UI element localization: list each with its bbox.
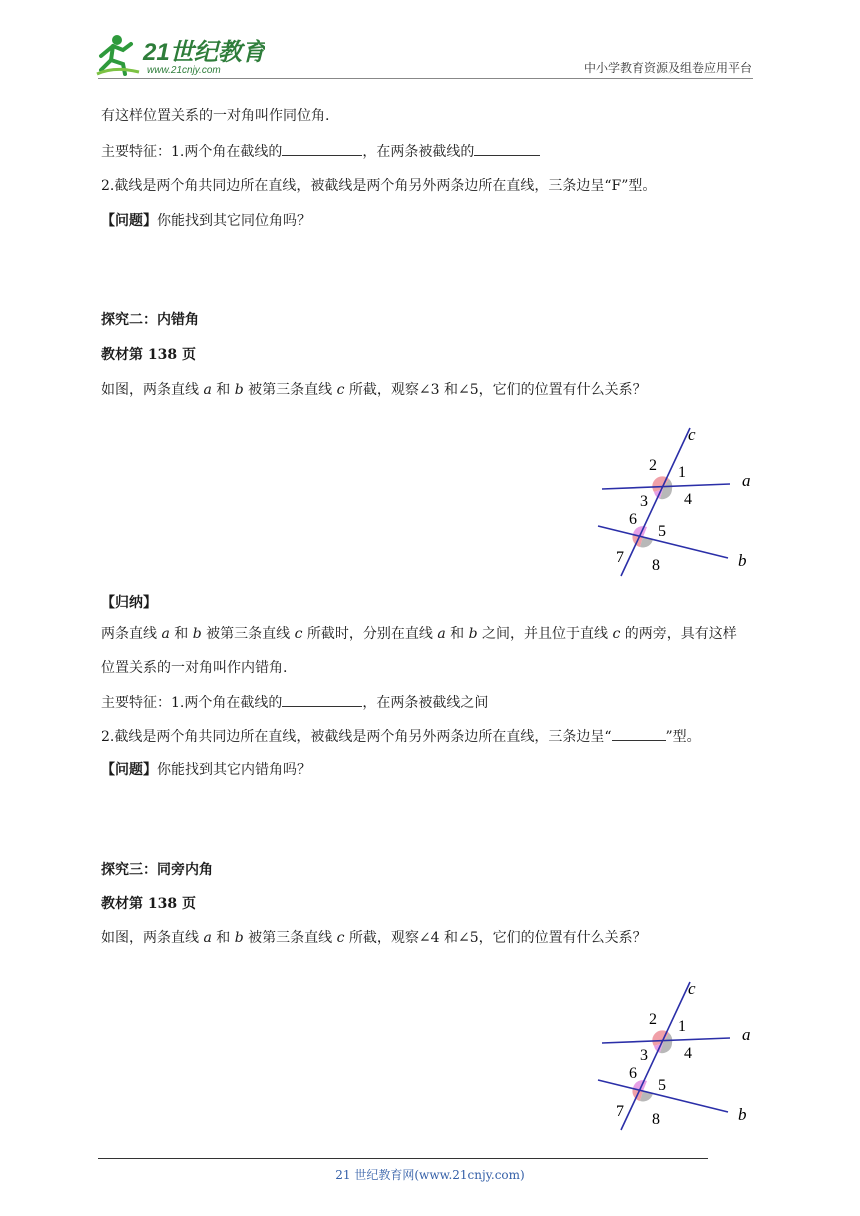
footer-link[interactable]: 21 世纪教育网(www.21cnjy.com) <box>335 1168 525 1182</box>
label-5: 5 <box>658 1077 666 1094</box>
blank-3 <box>282 692 362 707</box>
blank-2 <box>474 141 540 156</box>
question-1: 【问题】你能找到其它同位角吗？ <box>101 213 311 229</box>
summary-label: 【归纳】 <box>101 595 157 611</box>
label-b: b <box>738 1105 747 1124</box>
summary-line-2: 位置关系的一对角叫作内错角. <box>101 660 288 676</box>
section-title-3: 探究三：同旁内角 <box>101 862 213 878</box>
label-4: 4 <box>684 491 692 508</box>
section-title-2: 探究二：内错角 <box>101 312 199 328</box>
footer-divider <box>98 1158 708 1159</box>
site-logo <box>95 30 265 84</box>
intro-2: 如图，两条直线 a 和 b 被第三条直线 c 所截，观察∠3 和∠5，它们的位置有什么关系？ <box>101 382 647 398</box>
corresponding-angle-def: 有这样位置关系的一对角叫作同位角. <box>101 108 330 124</box>
label-a: a <box>742 1025 751 1044</box>
label-6: 6 <box>629 511 637 528</box>
logo-text: 21世纪教育 <box>143 39 265 66</box>
logo-url: www.21cnjy.com <box>147 65 221 76</box>
label-3: 3 <box>640 1047 648 1064</box>
transversal-figure-2 <box>590 974 770 1134</box>
summary-line-1: 两条直线 a 和 b 被第三条直线 c 所截时，分别在直线 a 和 b 之间，并且位于直线 c 的两旁，具有这样 <box>101 626 737 642</box>
label-5: 5 <box>658 523 666 540</box>
header-divider <box>98 78 753 79</box>
label-6: 6 <box>629 1065 637 1082</box>
feature-line-4: 2.截线是两个角共同边所在直线，被截线是两个角另外两条边所在直线，三条边呈“ ”型。 <box>101 726 701 747</box>
label-1: 1 <box>678 464 686 481</box>
line-c <box>621 982 690 1130</box>
question-2: 【问题】你能找到其它内错角吗？ <box>101 762 311 778</box>
transversal-figure-1 <box>590 420 770 580</box>
line-c <box>621 428 690 576</box>
feature-line-3: 主要特征：1.两个角在截线的 ，在两条被截线之间 <box>101 692 488 713</box>
header-platform-text: 中小学教育资源及组卷应用平台 <box>583 61 752 75</box>
label-c: c <box>688 425 696 444</box>
textbook-ref-3: 教材第 138 页 <box>101 896 196 912</box>
label-8: 8 <box>652 1111 660 1128</box>
label-a: a <box>742 471 751 490</box>
textbook-ref-2: 教材第 138 页 <box>101 347 196 363</box>
label-2: 2 <box>649 457 657 474</box>
blank-4 <box>612 726 666 741</box>
feature-line-2: 2.截线是两个角共同边所在直线，被截线是两个角另外两条边所在直线，三条边呈“F”型。 <box>101 178 657 194</box>
feature-line-1: 主要特征：1.两个角在截线的 ，在两条被截线的 <box>101 141 540 162</box>
label-4: 4 <box>684 1045 692 1062</box>
label-b: b <box>738 551 747 570</box>
intro-3: 如图，两条直线 a 和 b 被第三条直线 c 所截，观察∠4 和∠5，它们的位置有什么关系？ <box>101 930 647 946</box>
label-8: 8 <box>652 557 660 574</box>
blank-1 <box>282 141 362 156</box>
label-1: 1 <box>678 1018 686 1035</box>
runner-icon <box>97 35 139 74</box>
label-c: c <box>688 979 696 998</box>
label-7: 7 <box>616 1103 624 1120</box>
label-2: 2 <box>649 1011 657 1028</box>
label-3: 3 <box>640 493 648 510</box>
label-7: 7 <box>616 549 624 566</box>
